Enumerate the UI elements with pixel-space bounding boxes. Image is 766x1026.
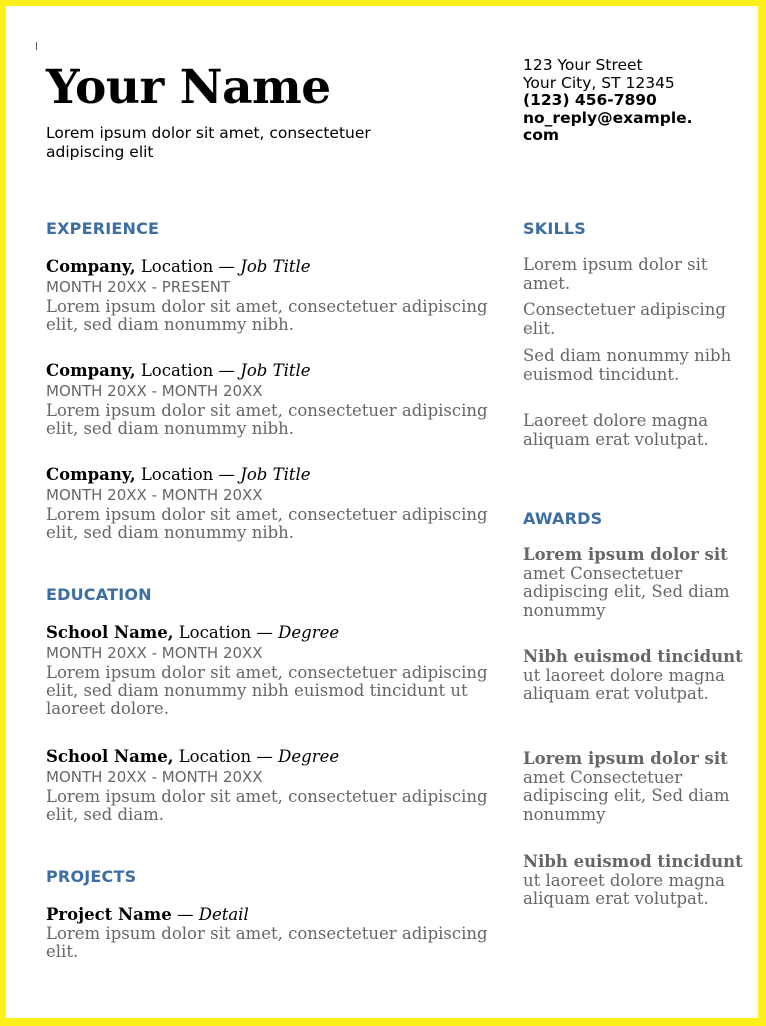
email-part-1: no_reply@example. [523, 108, 693, 127]
street-address: 123 Your Street [523, 56, 643, 74]
skill-item: Consectetuer adipiscing elit. [523, 300, 726, 338]
education-item [46, 622, 496, 718]
school-name: School Name, [46, 747, 174, 766]
education-item [46, 746, 496, 824]
description: Lorem ipsum dolor sit amet, consectetuer adipiscing elit, sed diam nonummy nibh. [46, 401, 488, 438]
project-name: Project Name [46, 905, 172, 924]
award-text: ut laoreet dolore magna aliquam erat volutpat. [523, 665, 725, 703]
resume-page [4, 4, 760, 1020]
skill-item: Lorem ipsum dolor sit amet. [523, 255, 708, 293]
experience-title [46, 360, 496, 381]
location: Location — [135, 465, 241, 484]
projects-heading: PROJECTS [46, 867, 137, 886]
award-text: amet Consectetuer adipiscing elit, Sed diam nonummy [523, 563, 730, 620]
location: Location — [173, 747, 279, 766]
experience-item [46, 256, 496, 334]
skill-item: Laoreet dolore magna aliquam erat volutpat. [523, 411, 709, 449]
email-part-2: com [523, 126, 559, 144]
project-detail: Detail [198, 905, 249, 924]
education-title [46, 622, 496, 643]
awards-heading: AWARDS [523, 509, 603, 528]
award-item [523, 648, 753, 704]
degree: Degree [278, 623, 340, 642]
job-title: Job Title [240, 257, 311, 276]
award-item [523, 546, 753, 620]
skills-heading: SKILLS [523, 219, 586, 238]
education-title [46, 746, 496, 767]
degree: Degree [278, 747, 340, 766]
location: Location — [135, 361, 241, 380]
location: Location — [135, 257, 241, 276]
award-title: Nibh euismod tincidunt [523, 852, 743, 871]
experience-item [46, 360, 496, 438]
date-range: MONTH 20XX - PRESENT [46, 278, 231, 296]
company-name: Company, [46, 361, 136, 380]
company-name: Company, [46, 257, 136, 276]
award-text: ut laoreet dolore magna aliquam erat volutpat. [523, 870, 725, 908]
award-text: amet Consectetuer adipiscing elit, Sed diam nonummy [523, 767, 730, 824]
phone-number: (123) 456-7890 [523, 91, 657, 109]
person-name: Your Name [46, 60, 331, 115]
description: Lorem ipsum dolor sit amet, consectetuer adipiscing elit, sed diam. [46, 787, 488, 824]
project-item [46, 904, 496, 961]
date-range: MONTH 20XX - MONTH 20XX [46, 486, 263, 504]
award-title: Lorem ipsum dolor sit [523, 749, 728, 768]
experience-heading: EXPERIENCE [46, 219, 160, 238]
award-title: Lorem ipsum dolor sit [523, 545, 728, 564]
project-title [46, 904, 496, 925]
job-title: Job Title [240, 465, 311, 484]
experience-title [46, 256, 496, 277]
tagline: Lorem ipsum dolor sit amet, consectetuer adipiscing elit [46, 124, 371, 161]
education-heading: EDUCATION [46, 585, 152, 604]
award-title: Nibh euismod tincidunt [523, 647, 743, 666]
skill-item: Sed diam nonummy nibh euismod tincidunt. [523, 346, 732, 384]
city-address: Your City, ST 12345 [523, 73, 675, 92]
award-item [523, 750, 753, 824]
date-range: MONTH 20XX - MONTH 20XX [46, 644, 263, 662]
date-range: MONTH 20XX - MONTH 20XX [46, 382, 263, 400]
date-range: MONTH 20XX - MONTH 20XX [46, 768, 263, 786]
school-name: School Name, [46, 623, 174, 642]
award-item [523, 853, 753, 909]
description: Lorem ipsum dolor sit amet, consectetuer adipiscing elit. [46, 924, 488, 961]
description: Lorem ipsum dolor sit amet, consectetuer adipiscing elit, sed diam nonummy nibh. [46, 505, 488, 542]
experience-item [46, 464, 496, 542]
separator: — [171, 905, 199, 924]
email-address [523, 110, 723, 145]
experience-title [46, 464, 496, 485]
contact-block [523, 57, 723, 145]
text-cursor-mark [36, 42, 37, 50]
description: Lorem ipsum dolor sit amet, consectetuer adipiscing elit, sed diam nonummy nibh. [46, 297, 488, 334]
description: Lorem ipsum dolor sit amet, consectetuer adipiscing elit, sed diam nonummy nibh euismod tincidunt ut laoreet dolore. [46, 663, 488, 718]
location: Location — [173, 623, 279, 642]
job-title: Job Title [240, 361, 311, 380]
company-name: Company, [46, 465, 136, 484]
